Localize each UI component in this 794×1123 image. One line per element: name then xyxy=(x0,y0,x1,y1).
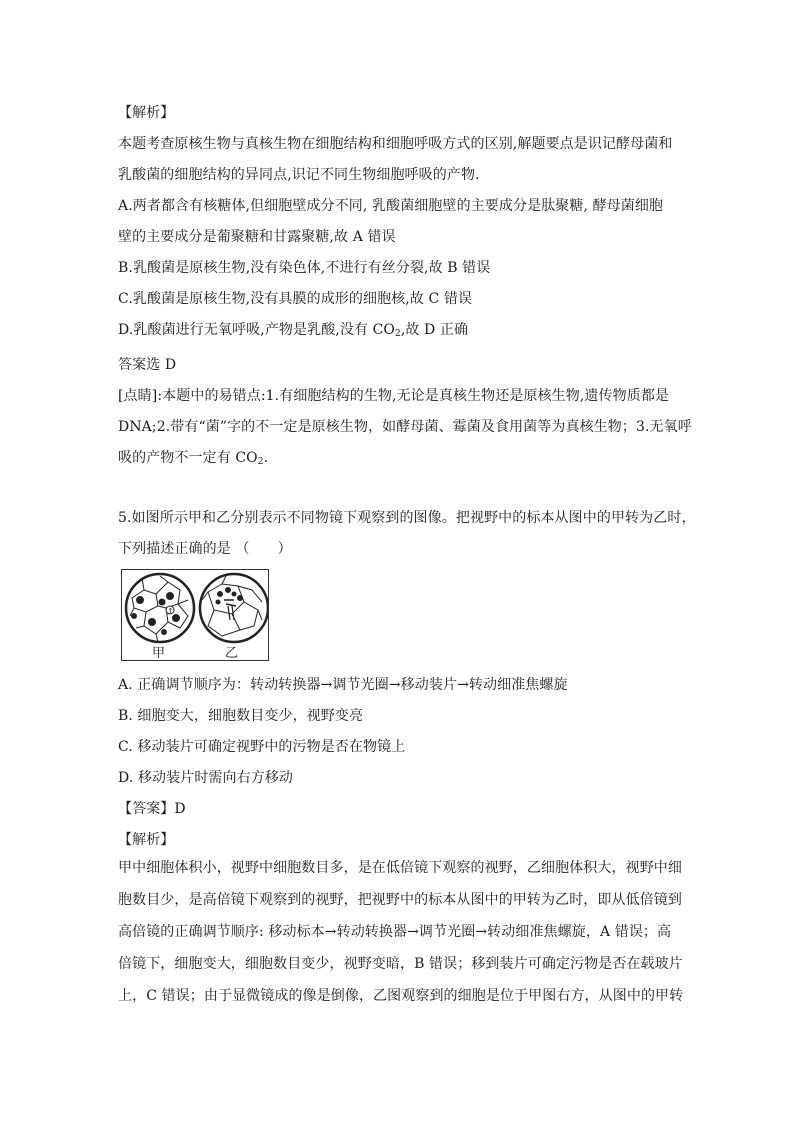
option-d: D. 移动装片时需向右方移动 xyxy=(118,770,294,786)
analysis-section-q4 xyxy=(118,98,692,478)
analysis-line: 甲中细胞体积小，视野中细胞数目多，是在低倍镜下观察的视野，乙细胞体积大，视野中细 xyxy=(118,860,682,876)
question-text: 下列描述正确的是 （ ） xyxy=(118,541,292,557)
section-heading: 【解析】 xyxy=(118,105,175,121)
analysis-line: 上，C 错误；由于显微镜成的像是倒像，乙图观察到的细胞是位于甲图右方，从图中的甲转 xyxy=(118,988,684,1004)
text-segment: D.乳酸菌进行无氧呼吸,产物是乳酸,没有 CO xyxy=(118,322,396,338)
option-d-analysis xyxy=(118,315,680,350)
figure-label-yi: 乙 xyxy=(225,646,239,661)
question-text: 5.如图所示甲和乙分别表示不同物镜下观察到的图像。把视野中的标本从图中的甲转为乙时， xyxy=(118,510,696,526)
analysis-heading: 【解析】 xyxy=(118,832,175,848)
question-5-analysis xyxy=(118,852,684,1012)
option-a: A. 正确调节顺序为：转动转换器→调节光圈→移动装片→转动细准焦螺旋 xyxy=(118,677,568,693)
svg-text:↑: ↑ xyxy=(167,607,174,615)
view-jia xyxy=(126,574,194,642)
view-yi xyxy=(200,574,268,642)
option-c: C. 移动装片可确定视野中的污物是否在物镜上 xyxy=(118,739,406,755)
answer-heading: 【答案】D xyxy=(118,801,186,817)
analysis-line: 胞数目少，是高倍镜下观察到的视野，把视野中的标本从图中的甲转为乙时，即从低倍镜到 xyxy=(118,892,682,908)
option-b: B. 细胞变大，细胞数目变少，视野变亮 xyxy=(118,708,364,724)
tip-line: DNA;2.带有“菌”字的不一定是原核生物，如酵母菌、霉菌及食用菌等为真核生物；3.无氧呼 xyxy=(118,419,692,435)
tip-line xyxy=(118,443,680,478)
subscript: 2 xyxy=(395,329,401,339)
text-segment: . xyxy=(263,450,269,466)
text-line: 乳酸菌的细胞结构的异同点,识记不同生物细胞呼吸的产物. xyxy=(118,167,480,183)
figure-label-jia: 甲 xyxy=(152,646,166,661)
option-a-analysis: A.两者都含有核糖体,但细胞壁成分不同, 乳酸菌细胞壁的主要成分是肽聚糖, 酵母菌细胞 xyxy=(118,198,664,214)
text-segment: ,故 D 正确 xyxy=(400,322,469,338)
option-c-analysis: C.乳酸菌是原核生物,没有具膜的成形的细胞核,故 C 错误 xyxy=(118,291,473,307)
analysis-line: 高倍镜的正确调节顺序: 移动标本→转动转换器→调节光圈→转动细准焦螺旋，A 错误；高 xyxy=(118,924,672,940)
analysis-line: 倍镜下，细胞变大，细胞数目变少，视野变暗，B 错误；移到装片可确定污物是否在载玻片 xyxy=(118,956,683,972)
tip-line: [点睛]:本题中的易错点:1.有细胞结构的生物,无论是真核生物还是原核生物,遗传物质都是 xyxy=(118,388,670,404)
question-5-stem xyxy=(118,503,696,565)
question-5-options xyxy=(118,670,680,856)
answer-line: 答案选 D xyxy=(118,357,177,373)
text-line: 本题考查原核生物与真核生物在细胞结构和细胞呼吸方式的区别,解题要点是识记酵母菌和 xyxy=(118,136,673,152)
option-a-analysis-cont: 壁的主要成分是葡聚糖和甘露聚糖,故 A 错误 xyxy=(118,229,396,245)
subscript: 2 xyxy=(257,457,264,467)
option-b-analysis: B.乳酸菌是原核生物,没有染色体,不进行有丝分裂,故 B 错误 xyxy=(118,260,491,276)
microscope-figure xyxy=(121,569,269,661)
text-segment: 吸的产物不一定有 CO xyxy=(118,450,258,466)
microscope-views-image xyxy=(122,570,268,660)
